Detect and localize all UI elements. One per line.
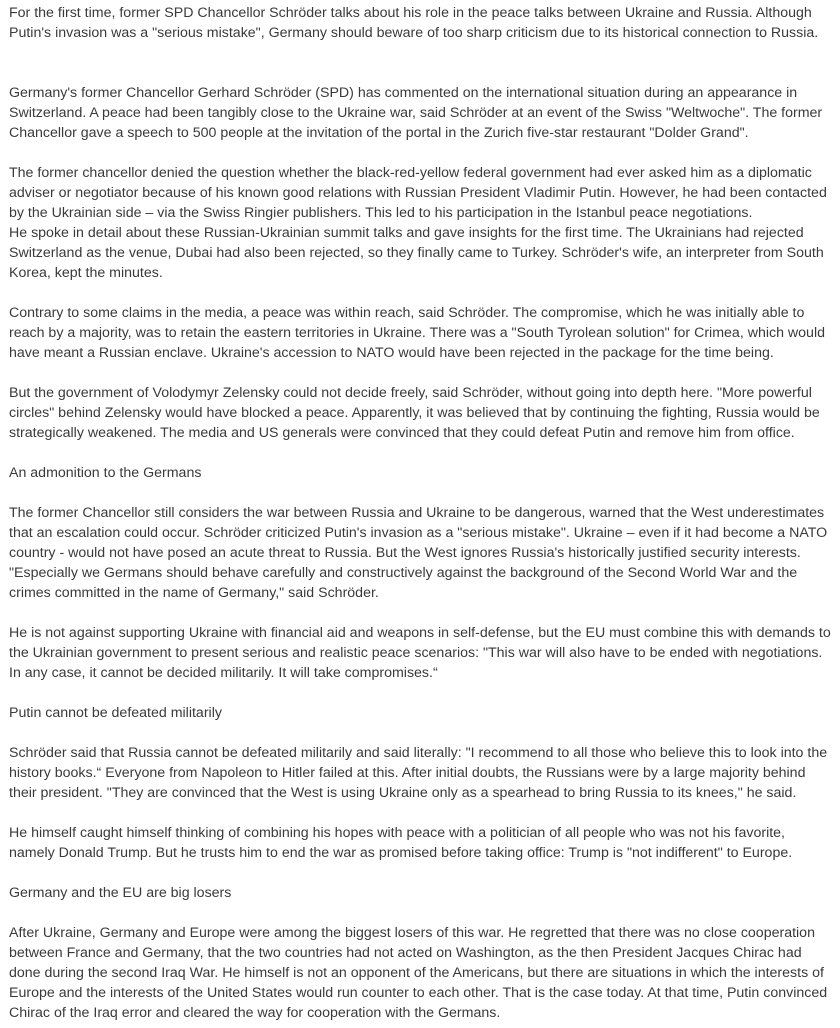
section-heading: Putin cannot be defeated militarily	[9, 705, 222, 721]
paragraph: Germany's former Chancellor Gerhard Schröder (SPD) has commented on the international situation during an appearance in Switzerland. A peace had been tangibly close to the Ukraine war, said Schröder at an event of the Swiss "Weltwoche". The former Chancellor gave a speech to 500 people at the invitation of the portal in the Zurich five-star restaurant "Dolder Grand".	[9, 85, 823, 141]
article-body	[9, 3, 831, 1023]
paragraph: Schröder said that Russia cannot be defeated militarily and said literally: "I recommend to all those who believe this to look into the history books.“ Everyone from Napoleon to Hitler failed at this. After initial doubts, the Russians were by a large majority behind their president. "They are convinced that the West is using Ukraine only as a spearhead to bring Russia to its knees," he said.	[9, 745, 828, 801]
section-heading: Germany and the EU are big losers	[9, 885, 232, 901]
paragraph: After Ukraine, Germany and Europe were among the biggest losers of this war. He regretted that there was no close cooperation between France and Germany, that the two countries had not acted on Washington, as the then President Jacques Chirac had done during the second Iraq War. He himself is not an opponent of the Americans, but there are situations in which the interests of Europe and the interests of the United States would run counter to each other. That is the case today. At that time, Putin convinced Chirac of the Iraq error and cleared the way for cooperation with the Germans.	[9, 925, 828, 1021]
paragraph: He spoke in detail about these Russian-Ukrainian summit talks and gave insights for the first time. The Ukrainians had rejected Switzerland as the venue, Dubai had also been rejected, so they finally came to Turkey. Schröder's wife, an interpreter from South Korea, kept the minutes.	[9, 225, 824, 281]
paragraph: The former Chancellor still considers the war between Russia and Ukraine to be dangerous, warned that the West underestimates that an escalation could occur. Schröder criticized Putin's invasion as a "serious mistake". Ukraine – even if it had become a NATO country - would not have posed an acute threat to Russia. But the West ignores Russia's historically justified security interests. "Especially we Germans should behave carefully and constructively against the background of the Second World War and the crimes committed in the name of Germany," said Schröder.	[9, 505, 828, 601]
paragraph: The former chancellor denied the question whether the black-red-yellow federal government had ever asked him as a diplomatic adviser or negotiator because of his known good relations with Russian President Vladimir Putin. However, he had been contacted by the Ukrainian side – via the Swiss Ringier publishers. This led to his participation in the Istanbul peace negotiations.	[9, 165, 827, 221]
paragraph: But the government of Volodymyr Zelensky could not decide freely, said Schröder, without going into depth here. "More powerful circles" behind Zelensky would have blocked a peace. Apparently, it was believed that by continuing the fighting, Russia would be strategically weakened. The media and US generals were convinced that they could defeat Putin and remove him from office.	[9, 385, 820, 441]
section-heading: An admonition to the Germans	[9, 465, 202, 481]
article-lead: For the first time, former SPD Chancellor Schröder talks about his role in the peace talks between Ukraine and Russia. Although Putin's invasion was a "serious mistake", Germany should beware of too sharp criticism due to its historical connection to Russia.	[9, 5, 819, 41]
paragraph: Contrary to some claims in the media, a peace was within reach, said Schröder. The compromise, which he was initially able to reach by a majority, was to retain the eastern territories in Ukraine. There was a "South Tyrolean solution" for Crimea, which would have meant a Russian enclave. Ukraine's accession to NATO would have been rejected in the package for the time being.	[9, 305, 825, 361]
paragraph: He is not against supporting Ukraine with financial aid and weapons in self-defense, but the EU must combine this with demands to the Ukrainian government to present serious and realistic peace scenarios: "This war will also have to be ended with negotiations. In any case, it cannot be decided militarily. It will take compromises.“	[9, 625, 831, 681]
paragraph: He himself caught himself thinking of combining his hopes with peace with a politician of all people who was not his favorite, namely Donald Trump. But he trusts him to end the war as promised before taking office: Trump is "not indifferent" to Europe.	[9, 825, 793, 861]
